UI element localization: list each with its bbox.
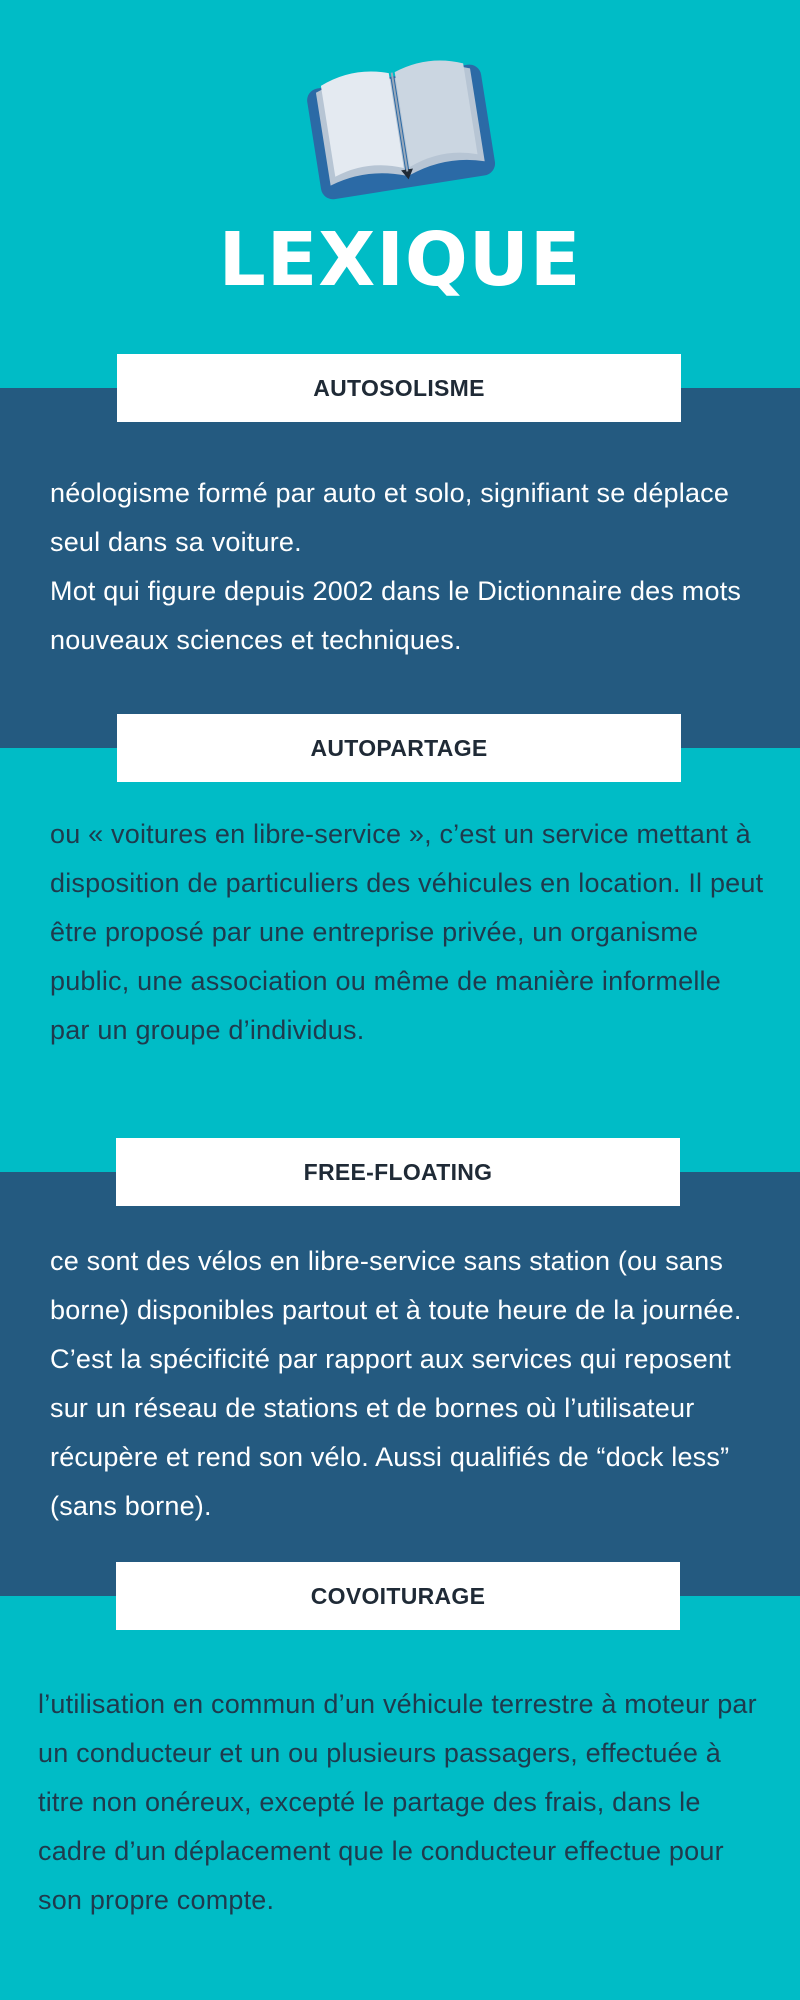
term-label: COVOITURAGE [310, 1582, 486, 1609]
definition-autosolisme: néologisme formé par auto et solo, signifiant se déplace seul dans sa voiture. Mot qui figure depuis 2002 dans le Dictionnaire des mots nouveaux sciences et techniques. [50, 478, 742, 655]
term-box-covoiturage [116, 1562, 680, 1630]
definition-covoiturage: l’utilisation en commun d’un véhicule terrestre à moteur par un conducteur et un ou plusieurs passagers, effectuée à titre non onéreux, excepté le partage des frais, dans le cadre d’un déplacement que le conducteur effectue pour son propre compte. [38, 1689, 757, 1915]
term-label: AUTOPARTAGE [310, 734, 488, 761]
term-label: FREE-FLOATING [303, 1158, 493, 1185]
definition-autopartage: ou « voitures en libre-service », c’est un service mettant à disposition de particuliers des véhicules en location. Il peut être proposé par une entreprise privée, un organisme public, une association ou même de manière informelle par un groupe d’individus. [50, 819, 764, 1045]
term-box-free-floating [116, 1138, 680, 1206]
open-book-icon [300, 50, 500, 200]
term-box-autosolisme [117, 354, 681, 422]
term-label: AUTOSOLISME [313, 374, 485, 401]
term-box-autopartage [117, 714, 681, 782]
definition-free-floating: ce sont des vélos en libre-service sans station (ou sans borne) disponibles partout et à toute heure de la journée. C’est la spécificité par rapport aux services qui reposent sur un réseau de stations et de bornes où l’utilisateur récupère et rend son vélo. Aussi qualifiés de “dock less” (sans borne). [50, 1246, 742, 1521]
page-title: LEXIQUE [218, 217, 582, 303]
